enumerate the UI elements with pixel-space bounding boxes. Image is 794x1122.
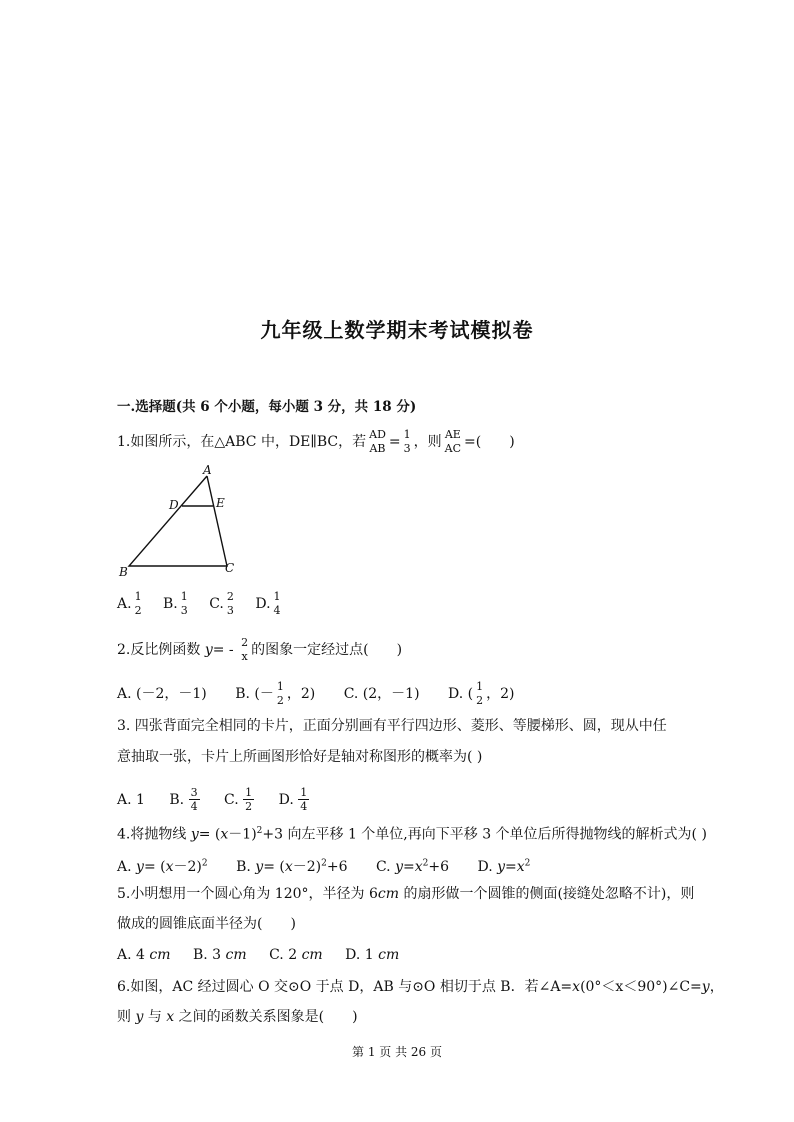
- q3-option-b[interactable]: B. $\frac{3}{4}$: [169, 786, 198, 813]
- question-3-options: [117, 786, 309, 813]
- label-c: C: [225, 561, 235, 575]
- q5-option-a[interactable]: A. 4 cm: [117, 947, 171, 963]
- q4-option-c[interactable]: C. $y=x^2+6$: [375, 858, 450, 875]
- q2-fraction: 2 x: [241, 636, 249, 663]
- q1-stem-text-b: ，则: [413, 434, 442, 450]
- q3-option-a[interactable]: A. 1: [117, 791, 145, 808]
- q1-stem-text-a: 1.如图所示，在△ABC 中，DE∥BC，若: [117, 434, 367, 450]
- label-e: E: [216, 496, 225, 510]
- q1-f2-num: 1: [403, 428, 411, 441]
- label-b: B: [119, 565, 128, 579]
- question-6-line-2: 则 y 与 x 之间的函数关系图象是( ): [117, 1009, 358, 1025]
- label-d: D: [169, 498, 179, 512]
- page-title: 九年级上数学期末考试模拟卷: [260, 318, 534, 342]
- question-1-options: [117, 590, 298, 618]
- q1-option-d[interactable]: D. 1 4: [255, 590, 281, 617]
- q1-f2-den: 3: [403, 442, 411, 455]
- q1-stem-text-c: =( ): [464, 434, 515, 450]
- question-1-stem: [117, 428, 515, 456]
- q1-f3-num: AE: [444, 428, 461, 441]
- q2-option-c[interactable]: C. (2，－1): [343, 686, 420, 702]
- q1-option-b[interactable]: B. 1 3: [163, 590, 188, 617]
- question-5-line-1: 5.小明想用一个圆心角为 120°，半径为 6cm 的扇形做一个圆锥的侧面(接缝处忽略不计)，则: [117, 886, 695, 902]
- question-3-line-2: 意抽取一张，卡片上所画图形恰好是轴对称图形的概率为( ): [117, 749, 483, 765]
- q1-equals: =: [388, 434, 401, 450]
- q2-option-d[interactable]: D. ( 1 2 ，2): [448, 680, 515, 707]
- q1-option-c[interactable]: C. 2 3: [209, 590, 234, 617]
- q1-option-a[interactable]: A. 1 2: [117, 590, 142, 617]
- question-2-options: [117, 680, 514, 708]
- q5-option-c[interactable]: C. 2 cm: [269, 947, 323, 963]
- question-5-options: [117, 946, 399, 964]
- triangle-outline: [129, 476, 227, 566]
- q5-option-b[interactable]: B. 3 cm: [192, 947, 247, 963]
- section-heading: 一.选择题(共 6 个小题，每小题 3 分，共 18 分): [117, 399, 417, 415]
- q1-fraction-ad-ab: [367, 428, 388, 456]
- page-footer: 第 1 页 共 26 页: [352, 1045, 442, 1059]
- q1-fraction-ae-ac: [443, 428, 463, 456]
- q5-option-d[interactable]: D. 1 cm: [345, 947, 400, 963]
- question-5-line-2: 做成的圆锥底面半径为( ): [117, 916, 296, 932]
- triangle-abc-figure: [115, 462, 245, 582]
- question-4-stem: 4.将抛物线 $y= (x-1)^2+3$ 向左平移 1 个单位,再向下平移 3 个单位后所得抛物线的解析式为( ): [117, 826, 707, 843]
- q2-option-a[interactable]: A. (－2，－1): [117, 686, 207, 702]
- q3-option-d[interactable]: D. $\frac{1}{4}$: [278, 786, 308, 813]
- question-6-line-1: 6.如图，AC 经过圆心 O 交⊙O 于点 D，AB 与⊙O 相切于点 B．若∠A=x(0°＜x＜90°)∠C=y，: [117, 979, 724, 995]
- q1-f3-den: AC: [444, 442, 461, 455]
- question-4-options: [117, 854, 530, 876]
- q3-option-c[interactable]: C. $\frac{1}{2}$: [224, 786, 253, 813]
- q4-option-d[interactable]: D. $y=x^2$: [477, 858, 531, 875]
- label-a: A: [203, 463, 212, 477]
- question-3-line-1: 3. 四张背面完全相同的卡片，正面分别画有平行四边形、菱形、等腰梯形、圆，现从中任: [117, 718, 667, 734]
- q1-f1-den: AB: [369, 442, 386, 455]
- q1-fraction-one-third: [402, 428, 413, 456]
- q4-option-a[interactable]: A. $y= (x-2)^2$: [117, 858, 208, 875]
- q2-option-b[interactable]: B. (－ 1 2 ，2): [235, 680, 316, 707]
- q4-option-b[interactable]: B. $y= (x-2)^2+6$: [236, 858, 348, 875]
- q1-f1-num: AD: [369, 428, 386, 441]
- question-2-stem: 2.反比例函数 y= - 2 x 的图象一定经过点( ): [117, 636, 403, 663]
